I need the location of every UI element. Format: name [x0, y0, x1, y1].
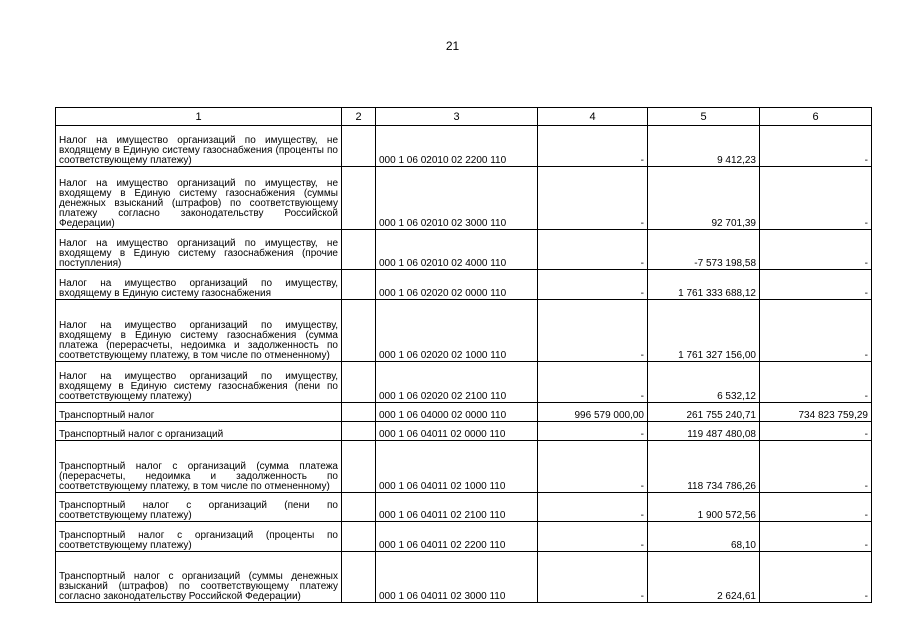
row-col6: 734 823 759,29	[760, 403, 872, 422]
table-row	[56, 493, 872, 522]
row-col2	[342, 422, 376, 441]
row-col4: -	[538, 552, 648, 603]
row-col4: 996 579 000,00	[538, 403, 648, 422]
row-col4: -	[538, 230, 648, 270]
row-col6: -	[760, 230, 872, 270]
table-row	[56, 552, 872, 603]
row-col5: -7 573 198,58	[648, 230, 760, 270]
row-col4: -	[538, 522, 648, 552]
column-header: 2	[342, 108, 376, 126]
row-code: 000 1 06 04011 02 1000 110	[376, 441, 538, 493]
row-col4: -	[538, 362, 648, 403]
row-col4: -	[538, 493, 648, 522]
row-col5: 68,10	[648, 522, 760, 552]
row-col2	[342, 126, 376, 167]
row-code: 000 1 06 02020 02 2100 110	[376, 362, 538, 403]
row-col4: -	[538, 270, 648, 300]
row-col4: -	[538, 167, 648, 230]
row-code: 000 1 06 04011 02 3000 110	[376, 552, 538, 603]
row-col6: -	[760, 167, 872, 230]
row-col6: -	[760, 422, 872, 441]
row-code: 000 1 06 04000 02 0000 110	[376, 403, 538, 422]
table-row	[56, 230, 872, 270]
row-col5: 9 412,23	[648, 126, 760, 167]
row-name: Налог на имущество организаций по имуществу, входящему в Единую систему газоснабжения (сумма платежа (перерасчеты, недоимка и задолженность по соответствующему платежу, в том числе по отмененному)	[56, 300, 342, 362]
column-header: 1	[56, 108, 342, 126]
row-name: Налог на имущество организаций по имуществу, не входящему в Единую систему газоснабжения (суммы денежных взысканий (штрафов) по соответствующему платежу согласно законодательству Российской Федерации)	[56, 167, 342, 230]
table-header-row	[56, 108, 872, 126]
row-col6: -	[760, 300, 872, 362]
row-name: Транспортный налог с организаций	[56, 422, 342, 441]
column-header: 3	[376, 108, 538, 126]
row-col6: -	[760, 126, 872, 167]
table-row	[56, 422, 872, 441]
row-code: 000 1 06 02010 02 2200 110	[376, 126, 538, 167]
budget-table	[55, 107, 872, 603]
row-col6: -	[760, 522, 872, 552]
row-name: Налог на имущество организаций по имуществу, входящему в Единую систему газоснабжения	[56, 270, 342, 300]
table-row	[56, 362, 872, 403]
row-col5: 6 532,12	[648, 362, 760, 403]
row-col2	[342, 362, 376, 403]
row-col6: -	[760, 493, 872, 522]
row-col2	[342, 403, 376, 422]
row-col2	[342, 230, 376, 270]
table-row	[56, 403, 872, 422]
row-col4: -	[538, 126, 648, 167]
row-name: Налог на имущество организаций по имуществу, не входящему в Единую систему газоснабжения (проценты по соответствующему платежу)	[56, 126, 342, 167]
row-name: Транспортный налог с организаций (сумма платежа (перерасчеты, недоимка и задолженность по соответствующему платежу, в том числе по отмененному)	[56, 441, 342, 493]
table-row	[56, 270, 872, 300]
row-code: 000 1 06 02020 02 0000 110	[376, 270, 538, 300]
table-row	[56, 300, 872, 362]
row-col2	[342, 441, 376, 493]
row-col5: 1 761 333 688,12	[648, 270, 760, 300]
page-number: 21	[445, 39, 460, 53]
row-name: Транспортный налог с организаций (проценты по соответствующему платежу)	[56, 522, 342, 552]
row-col6: -	[760, 270, 872, 300]
row-col5: 1 761 327 156,00	[648, 300, 760, 362]
row-col5: 261 755 240,71	[648, 403, 760, 422]
table-row	[56, 126, 872, 167]
table-row	[56, 167, 872, 230]
row-col2	[342, 493, 376, 522]
table-row	[56, 522, 872, 552]
column-header: 6	[760, 108, 872, 126]
row-col4: -	[538, 300, 648, 362]
row-col6: -	[760, 552, 872, 603]
row-code: 000 1 06 04011 02 2200 110	[376, 522, 538, 552]
row-col6: -	[760, 362, 872, 403]
row-col2	[342, 522, 376, 552]
row-col5: 119 487 480,08	[648, 422, 760, 441]
row-col2	[342, 167, 376, 230]
row-code: 000 1 06 02010 02 4000 110	[376, 230, 538, 270]
row-col4: -	[538, 422, 648, 441]
row-name: Налог на имущество организаций по имуществу, входящему в Единую систему газоснабжения (пени по соответствующему платежу)	[56, 362, 342, 403]
column-header: 4	[538, 108, 648, 126]
row-col2	[342, 552, 376, 603]
row-col2	[342, 270, 376, 300]
row-col5: 92 701,39	[648, 167, 760, 230]
row-col2	[342, 300, 376, 362]
row-col5: 2 624,61	[648, 552, 760, 603]
row-col5: 1 900 572,56	[648, 493, 760, 522]
row-name: Транспортный налог	[56, 403, 342, 422]
row-name: Транспортный налог с организаций (суммы денежных взысканий (штрафов) по соответствующему платежу согласно законодательству Российской Федерации)	[56, 552, 342, 603]
column-header: 5	[648, 108, 760, 126]
row-col4: -	[538, 441, 648, 493]
row-name: Транспортный налог с организаций (пени по соответствующему платежу)	[56, 493, 342, 522]
row-col5: 118 734 786,26	[648, 441, 760, 493]
row-col6: -	[760, 441, 872, 493]
row-code: 000 1 06 04011 02 0000 110	[376, 422, 538, 441]
row-code: 000 1 06 02010 02 3000 110	[376, 167, 538, 230]
row-code: 000 1 06 02020 02 1000 110	[376, 300, 538, 362]
table-row	[56, 441, 872, 493]
row-code: 000 1 06 04011 02 2100 110	[376, 493, 538, 522]
row-name: Налог на имущество организаций по имуществу, не входящему в Единую систему газоснабжения (прочие поступления)	[56, 230, 342, 270]
